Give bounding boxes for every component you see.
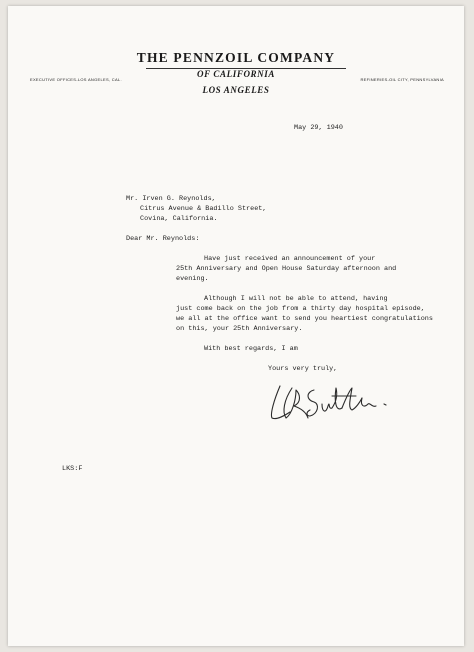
paragraph-line: we all at the office want to send you heartiest congratulations — [176, 315, 433, 323]
paragraph-line: 25th Anniversary and Open House Saturday afternoon and — [176, 265, 397, 273]
closing: Yours very truly, — [268, 365, 338, 373]
paragraph-line: on this, your 25th Anniversary. — [176, 325, 303, 333]
paragraph-line: evening. — [176, 275, 209, 283]
paragraph-line: Although I will not be able to attend, having — [204, 295, 388, 303]
letter-date: May 29, 1940 — [294, 124, 343, 132]
company-subtitle: OF CALIFORNIA — [197, 69, 275, 79]
executive-offices: EXECUTIVE OFFICES-LOS ANGELES, CAL. — [30, 77, 122, 82]
letter-page — [8, 6, 464, 646]
regards: With best regards, I am — [204, 345, 298, 353]
salutation: Dear Mr. Reynolds: — [126, 235, 200, 243]
recipient-line: Covina, California. — [140, 215, 218, 223]
recipient-line: Citrus Avenue & Badillo Street, — [140, 205, 267, 213]
company-city: LOS ANGELES — [202, 85, 270, 95]
reference-initials: LKS:F — [62, 465, 83, 473]
paragraph-line: Have just received an announcement of your — [204, 255, 376, 263]
recipient-line: Mr. Irven G. Reynolds, — [126, 195, 216, 203]
refineries: REFINERIES-OIL CITY, PENNSYLVANIA — [360, 77, 444, 82]
signature-image — [266, 378, 396, 426]
paragraph-line: just come back on the job from a thirty day hospital episode, — [176, 305, 425, 313]
company-name: THE PENNZOIL COMPANY — [136, 50, 336, 65]
